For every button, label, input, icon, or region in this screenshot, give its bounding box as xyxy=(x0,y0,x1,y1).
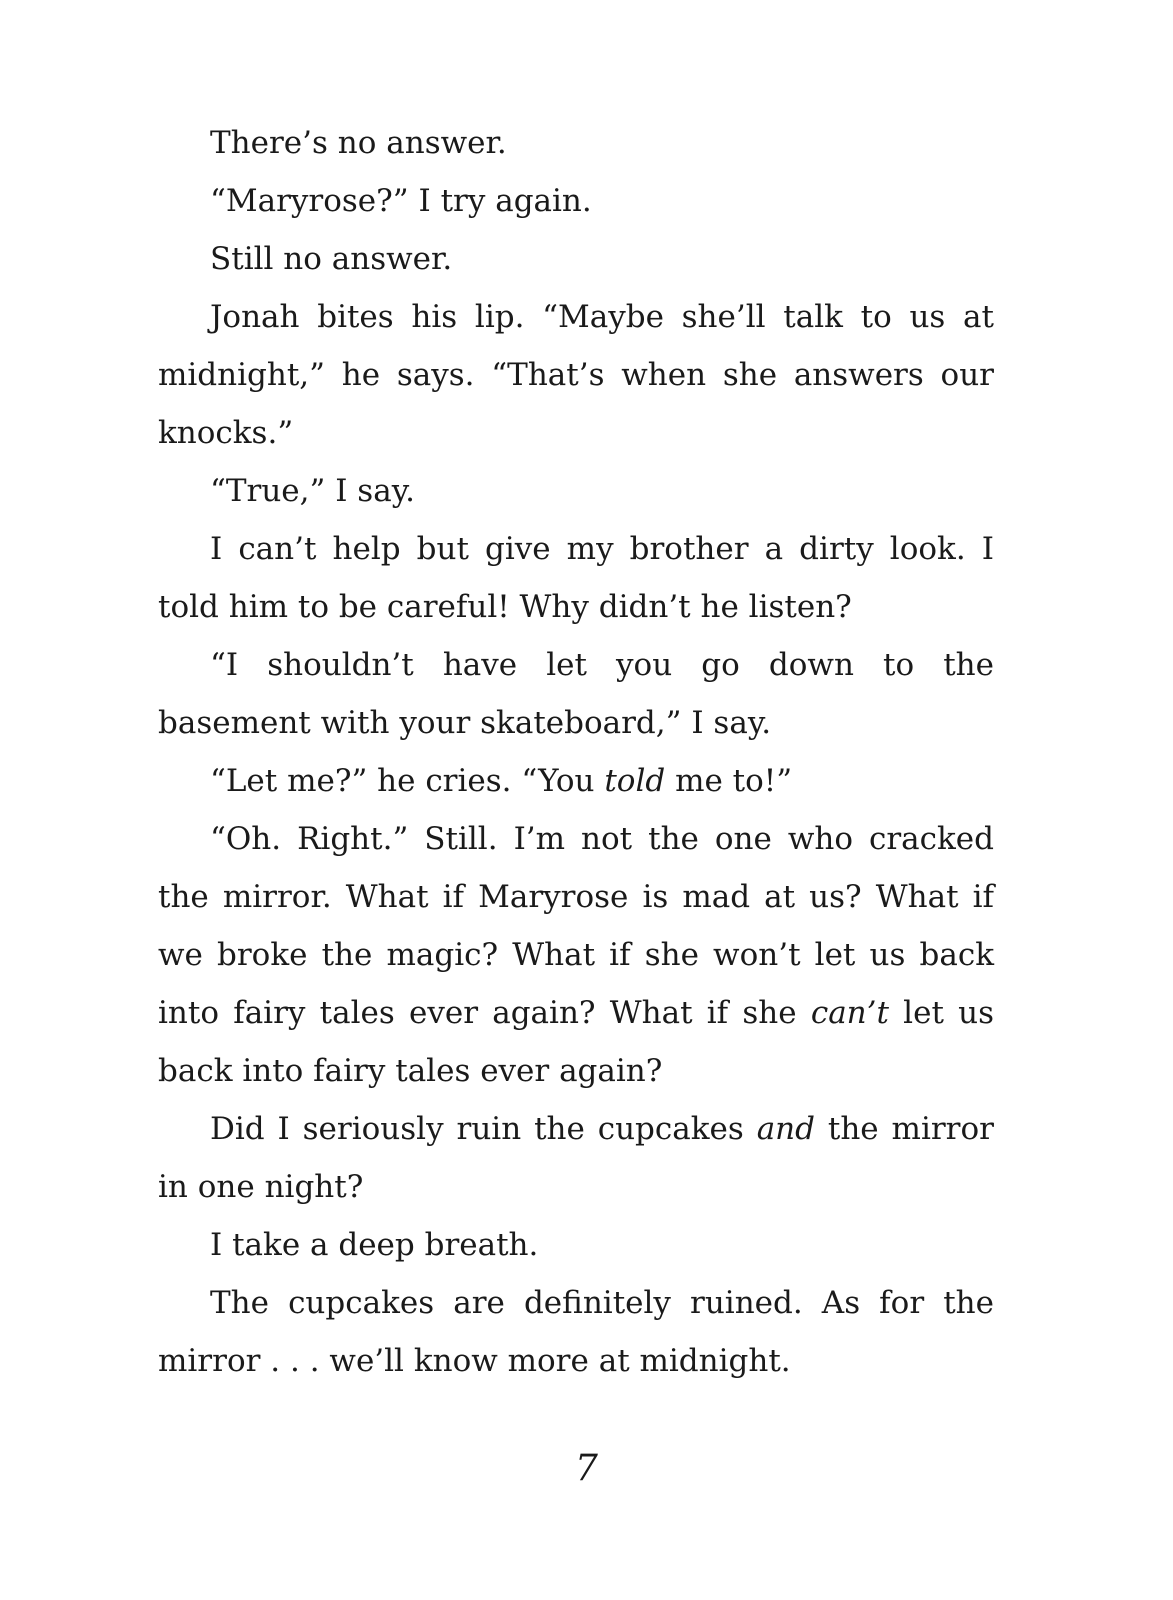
emphasis-text: told xyxy=(604,763,666,799)
paragraph xyxy=(158,288,994,462)
paragraph xyxy=(158,636,994,752)
text-run: the mirror in one night? xyxy=(158,1111,994,1205)
text-run: I take a deep breath. xyxy=(210,1227,539,1263)
text-run: “I shouldn’t have let you go down to the basement with your skateboard,” I say. xyxy=(158,647,994,741)
text-run: me to!” xyxy=(665,763,793,799)
text-run: Jonah bites his lip. “Maybe she’ll talk to us at midnight,” he says. “That’s when she answers our knocks.” xyxy=(158,299,994,451)
body-text xyxy=(158,114,994,1390)
emphasis-text: and xyxy=(756,1111,815,1147)
paragraph xyxy=(158,1216,994,1274)
paragraph xyxy=(158,114,994,172)
text-run: I can’t help but give my brother a dirty look. I told him to be careful! Why didn’t he listen? xyxy=(158,531,994,625)
paragraph xyxy=(158,230,994,288)
emphasis-text: can’t xyxy=(810,995,889,1031)
paragraph xyxy=(158,752,994,810)
page-number: 7 xyxy=(575,1448,598,1489)
paragraph xyxy=(158,810,994,1100)
text-run: “Let me?” he cries. “You xyxy=(210,763,605,799)
text-run: There’s no answer. xyxy=(210,125,507,161)
text-run: “Maryrose?” I try again. xyxy=(210,183,592,219)
text-run: Did I seriously ruin the cupcakes xyxy=(210,1111,757,1147)
text-run: let us back into fairy tales ever again? xyxy=(158,995,994,1089)
text-run: “Oh. Right.” Still. I’m not the one who cracked the mirror. What if Maryrose is mad at us? What if we broke the magic? What if she won’t let us back into fairy tales ever again? What if she xyxy=(158,821,994,1031)
paragraph xyxy=(158,520,994,636)
paragraph xyxy=(158,1100,994,1216)
text-run: “True,” I say. xyxy=(210,473,415,509)
text-run: Still no answer. xyxy=(210,241,453,277)
paragraph xyxy=(158,172,994,230)
paragraph xyxy=(158,462,994,520)
text-run: The cupcakes are definitely ruined. As for the mirror . . . we’ll know more at midnight. xyxy=(158,1285,994,1379)
paragraph xyxy=(158,1274,994,1390)
